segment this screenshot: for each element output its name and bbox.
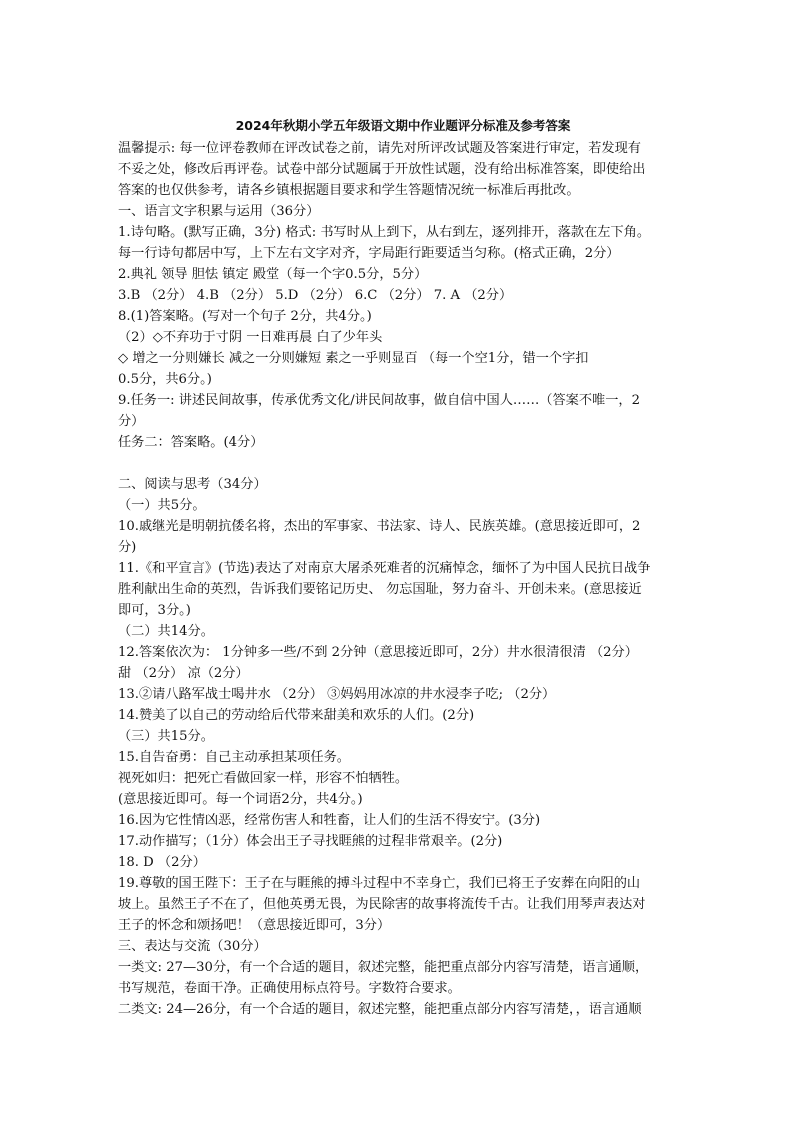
text-line: 即可，3分。) (118, 603, 191, 618)
text-line: 14.赞美了以自己的劳动给后代带来甜美和欢乐的人们。(2分) (118, 708, 475, 723)
text-line: 温馨提示: 每一位评卷教师在评改试卷之前，请先对所评改试题及答案进行审定，若发现有 (118, 141, 641, 156)
text-line: 0.5分，共6分。) (118, 372, 212, 387)
text-line: 不妥之处，修改后再评卷。试卷中部分试题属于开放性试题，没有给出标准答案，即使给出 (118, 162, 646, 177)
text-line: 11.《和平宣言》(节选)表达了对南京大屠杀死难者的沉痛悼念，缅怀了为中国人民抗日战争 (118, 561, 651, 576)
document-page (118, 116, 688, 1020)
text-line: 16.因为它性情凶恶，经常伤害人和牲畜，让人们的生活不得安宁。(3分) (118, 813, 541, 828)
text-line: 每一行诗句都居中写，上下左右文字对齐，字局距行距要适当匀称。(格式正确，2分） (118, 246, 620, 261)
text-line: 胜利献出生命的英烈，告诉我们要铭记历史、 勿忘国耻，努力奋斗、开创未来。(意思接近 (118, 582, 642, 597)
text-line: 2.典礼 领导 胆怯 镇定 殿堂（每一个字0.5分，5分） (118, 267, 428, 282)
text-line: 3.B （2分） 4.B （2分） 5.D （2分） 6.C （2分） 7. A （2分） (118, 288, 513, 303)
text-line: 10.戚继光是明朝抗倭名将，杰出的军事家、书法家、诗人、民族英雄。(意思接近即可，2 (118, 519, 641, 534)
text-line: （二）共14分。 (118, 624, 214, 639)
text-line: 坡上。虽然王子不在了，但他英勇无畏，为民除害的故事将流传千古。让我们用琴声表达对 (118, 897, 646, 912)
text-line: 18. D （2分） (118, 855, 206, 870)
text-line: 9.任务一: 讲述民间故事，传承优秀文化/讲民间故事，做自信中国人……（答案不唯一，2 (118, 393, 640, 408)
text-line: 12.答案依次为： 1分钟多一些/不到 2分钟（意思接近即可，2分）井水很清很清 （2分） (118, 645, 638, 660)
text-line: （一）共5分。 (118, 498, 206, 513)
document-body (118, 138, 688, 1020)
text-line: 一类文: 27—30分，有一个合适的题目，叙述完整，能把重点部分内容写清楚，语言通顺， (118, 960, 649, 975)
text-line: 17.动作描写；（1分）体会出王子寻找睚熊的过程非常艰辛。(2分) (118, 834, 503, 849)
text-line: 视死如归：把死亡看做回家一样，形容不怕牺牲。 (118, 771, 409, 786)
text-line: 三、表达与交流（30分） (118, 939, 267, 954)
text-line: 15.自告奋勇：自己主动承担某项任务。 (118, 750, 350, 765)
text-line: 书写规范，卷面干净。正确使用标点符号。字数符合要求。 (118, 981, 461, 996)
text-line: 19.尊敬的国王陛下：王子在与睚熊的搏斗过程中不幸身亡，我们已将王子安葬在向阳的山 (118, 876, 641, 891)
text-line: （2）◇不弃功于寸阴 一日难再晨 白了少年头 (118, 330, 383, 345)
document-title: 2024年秋期小学五年级语文期中作业题评分标准及参考答案 (235, 118, 571, 133)
text-line: 王子的怀念和颂扬吧！（意思接近即可，3分） (118, 918, 391, 933)
text-line: 一、语言文字积累与运用（36分） (118, 204, 320, 219)
text-line: ◇ 增之一分则嫌长 减之一分则嫌短 素之一乎则显百 （每一个空1分，错一个字扣 (118, 351, 589, 366)
text-line: 分) (118, 540, 137, 555)
text-line: 二、阅读与思考（34分） (118, 477, 267, 492)
text-line: 二类文: 24—26分，有一个合适的题目，叙述完整，能把重点部分内容写清楚，，语言通顺 (118, 1002, 642, 1017)
text-line: （三）共15分。 (118, 729, 214, 744)
text-line: 任务二：答案略。(4分） (118, 435, 264, 450)
text-line: 分） (118, 414, 145, 429)
text-line: 答案的也仅供参考，请各乡镇根据题目要求和学生答题情况统一标准后再批改。 (118, 183, 580, 198)
text-line: 13.②请八路军战士喝井水 （2分） ③妈妈用冰凉的井水浸李子吃; （2分） (118, 687, 556, 702)
blank-line (118, 453, 688, 474)
text-line: 8.(1)答案略。(写对一个句子 2分，共4分。) (118, 309, 372, 324)
text-line: 1.诗句略。(默写正确，3分) 格式: 书写时从上到下，从右到左，逐列排开，落款在左下角。 (118, 225, 651, 240)
text-line: 甜 （2分） 凉（2分） (118, 666, 249, 681)
text-line: (意思接近即可。每一个词语2分，共4分。) (118, 792, 363, 807)
